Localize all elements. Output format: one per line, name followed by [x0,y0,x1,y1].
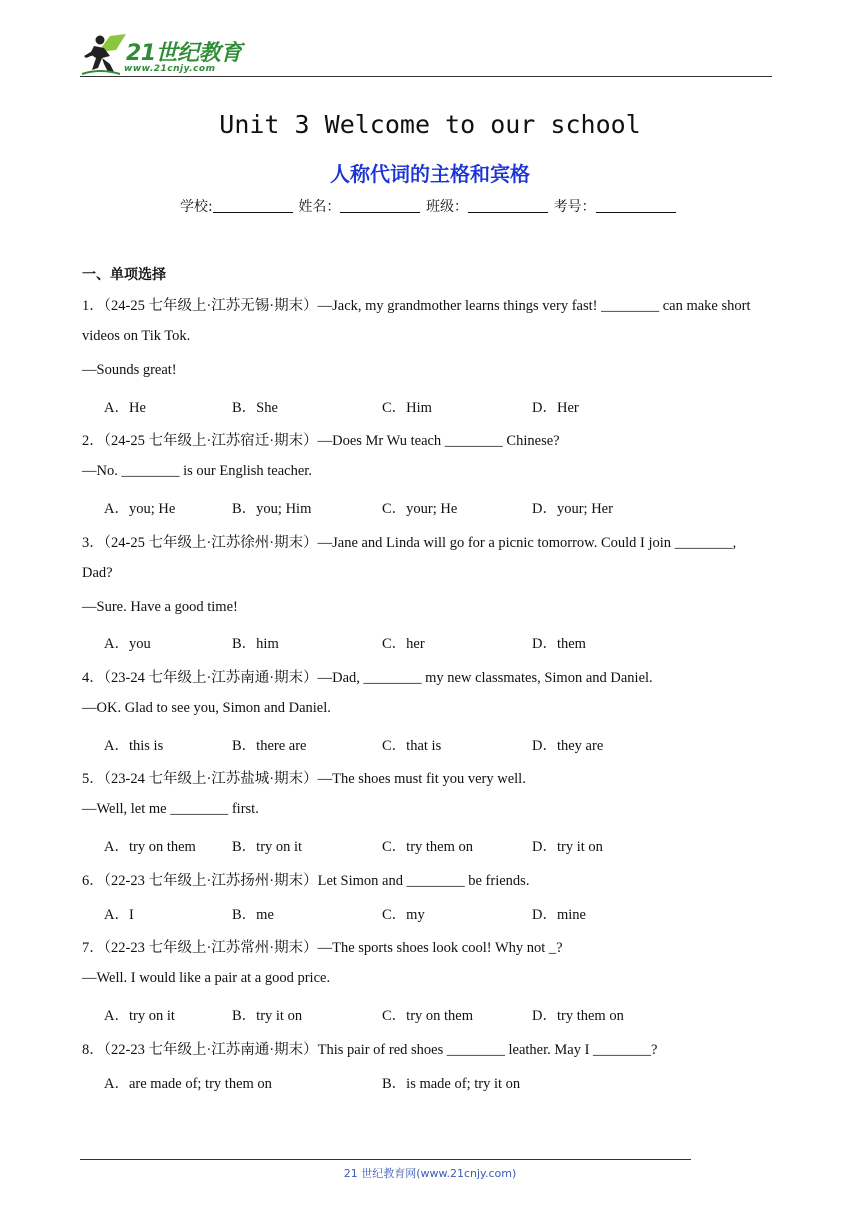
runner-logo-icon [80,30,130,76]
question-7-option-c: C．try on them [382,1008,474,1024]
question-5-line-2: —Well, let me ________ first. [82,801,259,817]
question-7-option-d: D．try them on [532,1008,624,1024]
exam-number-label: 考号： [553,199,596,215]
question-8-option-b: B．is made of; try it on [382,1076,521,1092]
question-7-line-1: 7．（22-23 七年级上·江苏常州·期末）—The sports shoes look cool! Why not _? [82,940,563,956]
question-1-line-1: 1．（24-25 七年级上·江苏无锡·期末）—Jack, my grandmother learns things very fast! ________ can make short [82,298,751,314]
name-label: 姓名： [298,199,341,215]
logo-url-text: www.21cnjy.com [124,64,216,74]
question-1-option-b: B．She [232,400,278,416]
question-6-option-a: A．I [104,907,134,923]
question-4-line-1: 4．（23-24 七年级上·江苏南通·期末）—Dad, ________ my new classmates, Simon and Daniel. [82,670,653,686]
class-label: 班级： [425,199,468,215]
question-6-option-b: B．me [232,907,274,923]
question-2-line-1: 2．（24-25 七年级上·江苏宿迁·期末）—Does Mr Wu teach ________ Chinese? [82,433,560,449]
question-1-option-d: D．Her [532,400,579,416]
question-3-option-a: A．you [104,636,151,652]
question-4-option-b: B．there are [232,738,307,754]
question-5-option-c: C．try them on [382,839,474,855]
name-blank[interactable] [340,199,420,213]
section-title: 一、单项选择 [82,267,166,283]
question-2-option-a: A．you; He [104,501,176,517]
question-5-option-b: B．try on it [232,839,303,855]
school-blank[interactable] [213,199,293,213]
page-title: Unit 3 Welcome to our school [219,110,641,139]
question-5-option-d: D．try it on [532,839,603,855]
question-7-option-a: A．try on it [104,1008,175,1024]
question-4-option-d: D．they are [532,738,604,754]
question-8-line-1: 8．（22-23 七年级上·江苏南通·期末）This pair of red shoes ________ leather. May I ________? [82,1042,658,1058]
page-subtitle: 人称代词的主格和宾格 [330,162,530,186]
student-info-line [180,196,678,216]
header-divider [80,76,772,77]
question-3-line-3: —Sure. Have a good time! [82,599,238,615]
question-4-option-c: C．that is [382,738,442,754]
question-7-option-b: B．try it on [232,1008,303,1024]
question-8-option-a: A．are made of; try them on [104,1076,272,1092]
class-blank[interactable] [468,199,548,213]
question-7-line-2: —Well. I would like a pair at a good price. [82,970,331,986]
question-2-option-b: B．you; Him [232,501,312,517]
question-3-option-c: C．her [382,636,425,652]
question-2-option-c: C．your; He [382,501,458,517]
site-logo [80,30,250,78]
question-2-option-d: D．your; Her [532,501,613,517]
question-6-option-d: D．mine [532,907,586,923]
question-6-line-1: 6．（22-23 七年级上·江苏扬州·期末）Let Simon and ________ be friends. [82,873,530,889]
school-label: 学校: [180,199,213,215]
footer-divider [80,1159,691,1160]
question-3-option-d: D．them [532,636,586,652]
question-3-line-2: Dad? [82,565,113,581]
question-2-line-2: —No. ________ is our English teacher. [82,463,312,479]
question-1-line-2: videos on Tik Tok. [82,328,191,344]
question-5-option-a: A．try on them [104,839,196,855]
question-4-line-2: —OK. Glad to see you, Simon and Daniel. [82,700,331,716]
question-1-option-c: C．Him [382,400,432,416]
exam-number-blank[interactable] [596,199,676,213]
question-3-option-b: B．him [232,636,279,652]
question-4-option-a: A．this is [104,738,164,754]
question-1-option-a: A．He [104,400,146,416]
logo-brand-text: 21世纪教育 [126,41,242,66]
page-footer: 21 世纪教育网(www.21cnjy.com) [343,1167,517,1180]
question-1-line-3: —Sounds great! [82,362,177,378]
question-3-line-1: 3．（24-25 七年级上·江苏徐州·期末）—Jane and Linda will go for a picnic tomorrow. Could I join ________, [82,535,737,551]
question-6-option-c: C．my [382,907,425,923]
question-5-line-1: 5．（23-24 七年级上·江苏盐城·期末）—The shoes must fit you very well. [82,771,526,787]
